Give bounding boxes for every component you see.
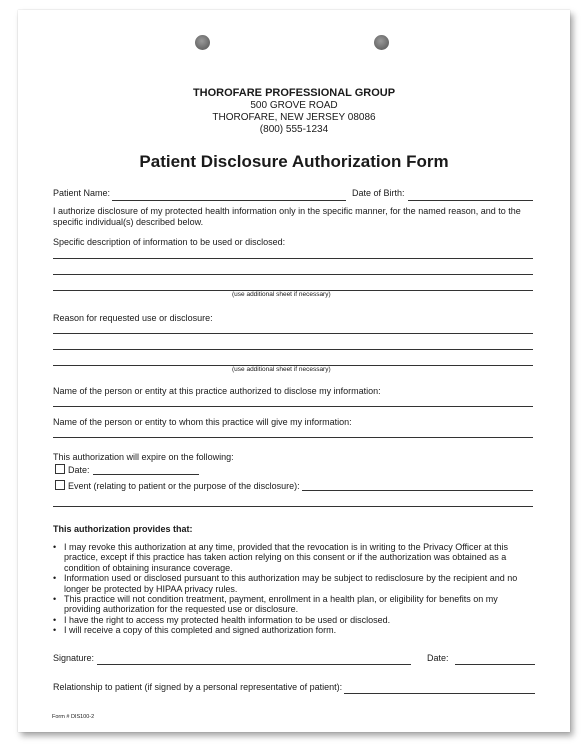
expiration-label: This authorization will expire on the following:: [53, 452, 234, 462]
description-line-2[interactable]: [53, 274, 533, 275]
dob-field[interactable]: [408, 200, 533, 201]
signature-field[interactable]: [97, 664, 411, 665]
expire-date-field[interactable]: [93, 474, 199, 475]
reason-line-1[interactable]: [53, 333, 533, 334]
intro-text: I authorize disclosure of my protected health information only in the specific manner, for the named reason, and to the specific individual(s) described below.: [53, 206, 521, 227]
form-number: Form # DIS100-2: [52, 714, 95, 720]
provision-item: • This practice will not condition treatment, payment, enrollment in a health plan, or eligibility for benefits on my providing authorization for the requested use or disclosure.: [53, 594, 498, 615]
org-name: THOROFARE PROFESSIONAL GROUP: [192, 87, 396, 99]
org-address-1: 500 GROVE ROAD: [250, 100, 338, 111]
provision-item: • I have the right to access my protected health information to be used or disclosed.: [53, 614, 391, 625]
expire-event-checkbox[interactable]: [55, 480, 65, 490]
recipient-label: Name of the person or entity to whom this practice will give my information:: [53, 417, 352, 427]
binder-hole-left: [195, 35, 210, 50]
relationship-field[interactable]: [344, 693, 535, 694]
reason-label: Reason for requested use or disclosure:: [53, 313, 213, 323]
org-address-2: THOROFARE, NEW JERSEY 08086: [212, 112, 376, 123]
provision-item: • I will receive a copy of this completed and signed authorization form.: [53, 625, 337, 636]
authorized-discloser-label: Name of the person or entity at this practice authorized to disclose my information:: [53, 386, 381, 396]
binder-hole-right: [374, 35, 389, 50]
org-phone: (800) 555-1234: [259, 124, 329, 135]
expire-date-checkbox[interactable]: [55, 464, 65, 474]
expire-event-field-1[interactable]: [302, 490, 533, 491]
patient-name-label: Patient Name:: [53, 188, 111, 198]
expire-event-label: Event (relating to patient or the purpose of the disclosure):: [68, 481, 300, 491]
signature-date-field[interactable]: [455, 664, 535, 665]
expire-event-field-2[interactable]: [53, 506, 533, 507]
signature-label: Signature:: [53, 653, 95, 663]
form-page: [18, 10, 570, 732]
signature-date-label: Date:: [427, 653, 449, 663]
provision-item: • Information used or disclosed pursuant to this authorization may be subject to redisclosure by the recipient and no longer be protected by HIPAA privacy rules.: [53, 573, 518, 594]
description-label: Specific description of information to be used or disclosed:: [53, 237, 286, 247]
description-hint: (use additional sheet if necessary): [232, 291, 331, 298]
authorized-discloser-field[interactable]: [53, 406, 533, 407]
description-line-1[interactable]: [53, 258, 533, 259]
dob-label: Date of Birth:: [352, 188, 405, 198]
patient-name-field[interactable]: [112, 200, 346, 201]
relationship-label: Relationship to patient (if signed by a personal representative of patient):: [53, 682, 343, 692]
provisions-heading: This authorization provides that:: [53, 524, 193, 534]
form-title: Patient Disclosure Authorization Form: [139, 152, 449, 171]
provisions-list: [53, 542, 533, 636]
reason-line-2[interactable]: [53, 349, 533, 350]
reason-hint: (use additional sheet if necessary): [232, 366, 331, 373]
recipient-field[interactable]: [53, 437, 533, 438]
provision-item: • I may revoke this authorization at any time, provided that the revocation is in writing to the Privacy Officer at this practice, except if this practice has taken action relying on this consent or if the authorization was obtained as a condition of obtaining insurance coverage.: [53, 542, 509, 573]
expire-date-label: Date:: [68, 465, 90, 475]
